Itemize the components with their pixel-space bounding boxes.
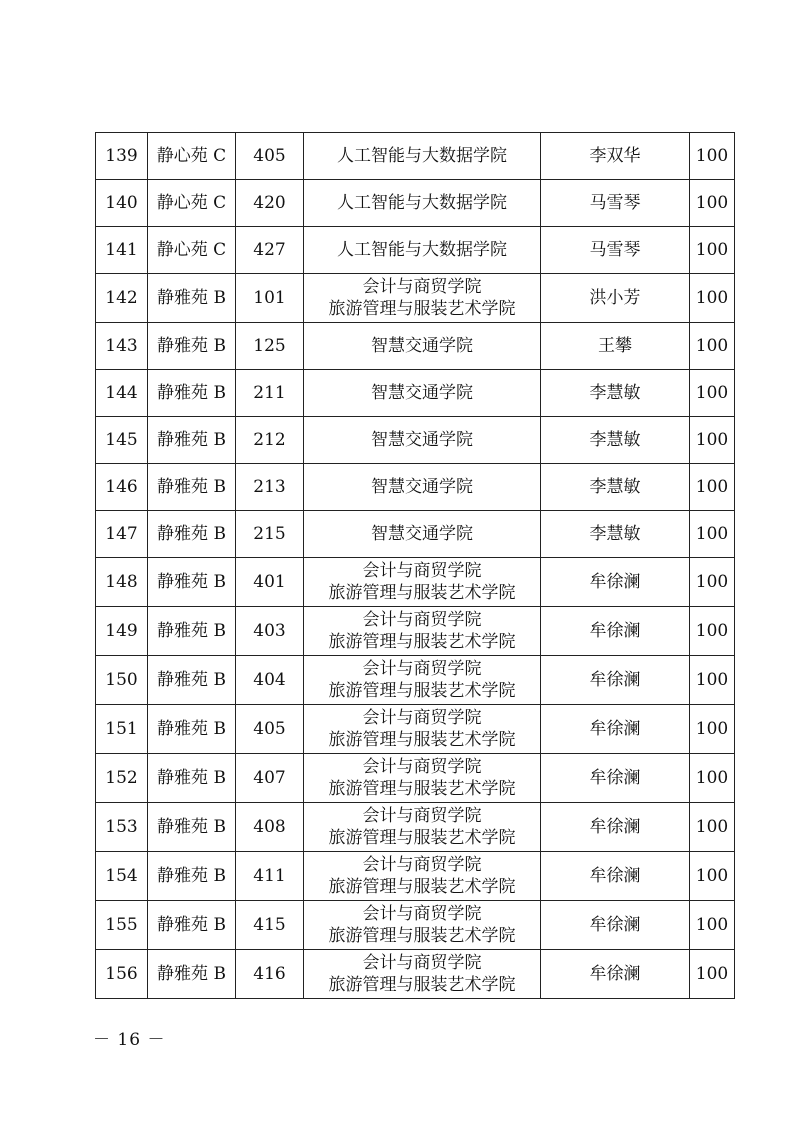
table-row <box>96 950 735 999</box>
table-row <box>96 464 735 511</box>
table-row <box>96 417 735 464</box>
cell-room-number: 125 <box>236 323 304 370</box>
cell-building: 静雅苑 B <box>148 558 236 607</box>
cell-building: 静雅苑 B <box>148 852 236 901</box>
table-row <box>96 511 735 558</box>
cell-responsible-person: 牟徐澜 <box>541 901 690 950</box>
table-row <box>96 656 735 705</box>
cell-score: 100 <box>690 370 735 417</box>
cell-room-number: 420 <box>236 180 304 227</box>
college-name: 智慧交通学院 <box>371 477 473 497</box>
cell-score: 100 <box>690 180 735 227</box>
college-name: 智慧交通学院 <box>371 383 473 403</box>
college-name: 会计与商贸学院 <box>362 904 482 924</box>
cell-building: 静雅苑 B <box>148 417 236 464</box>
table-row <box>96 705 735 754</box>
college-name: 人工智能与大数据学院 <box>337 240 507 260</box>
college-name: 旅游管理与服装艺术学院 <box>328 299 516 319</box>
cell-score: 100 <box>690 852 735 901</box>
cell-building: 静雅苑 B <box>148 950 236 999</box>
cell-serial-number: 142 <box>96 274 148 323</box>
college-name: 会计与商贸学院 <box>362 561 482 581</box>
cell-college <box>304 803 541 852</box>
cell-serial-number: 148 <box>96 558 148 607</box>
cell-college <box>304 464 541 511</box>
cell-room-number: 408 <box>236 803 304 852</box>
cell-serial-number: 152 <box>96 754 148 803</box>
cell-serial-number: 139 <box>96 133 148 180</box>
cell-college <box>304 274 541 323</box>
table-row <box>96 852 735 901</box>
cell-room-number: 404 <box>236 656 304 705</box>
cell-score: 100 <box>690 227 735 274</box>
cell-room-number: 211 <box>236 370 304 417</box>
table-row <box>96 274 735 323</box>
cell-room-number: 215 <box>236 511 304 558</box>
cell-serial-number: 150 <box>96 656 148 705</box>
table-row <box>96 370 735 417</box>
college-name: 旅游管理与服装艺术学院 <box>328 632 516 652</box>
cell-building: 静雅苑 B <box>148 754 236 803</box>
college-name: 会计与商贸学院 <box>362 708 482 728</box>
college-name: 旅游管理与服装艺术学院 <box>328 681 516 701</box>
cell-score: 100 <box>690 656 735 705</box>
cell-responsible-person: 牟徐澜 <box>541 852 690 901</box>
cell-score: 100 <box>690 133 735 180</box>
cell-serial-number: 147 <box>96 511 148 558</box>
cell-score: 100 <box>690 417 735 464</box>
college-name: 人工智能与大数据学院 <box>337 193 507 213</box>
cell-college <box>304 656 541 705</box>
cell-college <box>304 180 541 227</box>
cell-college <box>304 607 541 656</box>
cell-building: 静心苑 C <box>148 133 236 180</box>
cell-college <box>304 511 541 558</box>
cell-room-number: 405 <box>236 133 304 180</box>
cell-serial-number: 155 <box>96 901 148 950</box>
cell-building: 静雅苑 B <box>148 511 236 558</box>
college-name: 会计与商贸学院 <box>362 806 482 826</box>
cell-score: 100 <box>690 607 735 656</box>
cell-responsible-person: 王攀 <box>541 323 690 370</box>
cell-room-number: 416 <box>236 950 304 999</box>
cell-responsible-person: 马雪琴 <box>541 180 690 227</box>
table-row <box>96 180 735 227</box>
cell-responsible-person: 牟徐澜 <box>541 705 690 754</box>
table-row <box>96 607 735 656</box>
cell-college <box>304 417 541 464</box>
cell-building: 静雅苑 B <box>148 803 236 852</box>
table-row <box>96 754 735 803</box>
cell-building: 静雅苑 B <box>148 705 236 754</box>
cell-responsible-person: 牟徐澜 <box>541 950 690 999</box>
cell-responsible-person: 洪小芳 <box>541 274 690 323</box>
college-name: 旅游管理与服装艺术学院 <box>328 975 516 995</box>
cell-room-number: 401 <box>236 558 304 607</box>
college-name: 会计与商贸学院 <box>362 757 482 777</box>
college-name: 旅游管理与服装艺术学院 <box>328 730 516 750</box>
cell-college <box>304 133 541 180</box>
cell-serial-number: 156 <box>96 950 148 999</box>
cell-score: 100 <box>690 803 735 852</box>
cell-score: 100 <box>690 274 735 323</box>
cell-serial-number: 144 <box>96 370 148 417</box>
cell-serial-number: 154 <box>96 852 148 901</box>
cell-building: 静雅苑 B <box>148 464 236 511</box>
college-name: 会计与商贸学院 <box>362 659 482 679</box>
cell-college <box>304 323 541 370</box>
cell-building: 静雅苑 B <box>148 607 236 656</box>
cell-room-number: 212 <box>236 417 304 464</box>
cell-responsible-person: 李慧敏 <box>541 370 690 417</box>
table-row <box>96 133 735 180</box>
cell-serial-number: 146 <box>96 464 148 511</box>
cell-room-number: 427 <box>236 227 304 274</box>
cell-college <box>304 901 541 950</box>
page-number: － 16 － <box>93 1030 166 1050</box>
cell-score: 100 <box>690 754 735 803</box>
cell-score: 100 <box>690 323 735 370</box>
cell-serial-number: 141 <box>96 227 148 274</box>
cell-room-number: 405 <box>236 705 304 754</box>
cell-responsible-person: 李慧敏 <box>541 417 690 464</box>
cell-room-number: 101 <box>236 274 304 323</box>
cell-building: 静雅苑 B <box>148 370 236 417</box>
cell-responsible-person: 牟徐澜 <box>541 607 690 656</box>
cell-room-number: 415 <box>236 901 304 950</box>
cell-score: 100 <box>690 464 735 511</box>
cell-serial-number: 143 <box>96 323 148 370</box>
cell-building: 静心苑 C <box>148 180 236 227</box>
college-name: 旅游管理与服装艺术学院 <box>328 779 516 799</box>
cell-college <box>304 754 541 803</box>
cell-building: 静雅苑 B <box>148 656 236 705</box>
college-name: 旅游管理与服装艺术学院 <box>328 583 516 603</box>
cell-college <box>304 852 541 901</box>
table-row <box>96 558 735 607</box>
cell-score: 100 <box>690 901 735 950</box>
college-name: 智慧交通学院 <box>371 336 473 356</box>
table-row <box>96 901 735 950</box>
cell-serial-number: 149 <box>96 607 148 656</box>
cell-college <box>304 227 541 274</box>
cell-college <box>304 705 541 754</box>
cell-college <box>304 558 541 607</box>
cell-score: 100 <box>690 511 735 558</box>
cell-room-number: 403 <box>236 607 304 656</box>
cell-college <box>304 370 541 417</box>
cell-score: 100 <box>690 705 735 754</box>
cell-score: 100 <box>690 950 735 999</box>
table-row <box>96 323 735 370</box>
cell-room-number: 213 <box>236 464 304 511</box>
college-name: 会计与商贸学院 <box>362 953 482 973</box>
cell-responsible-person: 马雪琴 <box>541 227 690 274</box>
cell-responsible-person: 牟徐澜 <box>541 754 690 803</box>
cell-building: 静雅苑 B <box>148 323 236 370</box>
cell-building: 静雅苑 B <box>148 901 236 950</box>
cell-serial-number: 145 <box>96 417 148 464</box>
cell-room-number: 407 <box>236 754 304 803</box>
college-name: 旅游管理与服装艺术学院 <box>328 926 516 946</box>
dormitory-score-table <box>95 132 735 999</box>
cell-score: 100 <box>690 558 735 607</box>
table-body <box>96 133 735 999</box>
cell-room-number: 411 <box>236 852 304 901</box>
college-name: 人工智能与大数据学院 <box>337 146 507 166</box>
college-name: 旅游管理与服装艺术学院 <box>328 828 516 848</box>
cell-serial-number: 151 <box>96 705 148 754</box>
college-name: 旅游管理与服装艺术学院 <box>328 877 516 897</box>
college-name: 会计与商贸学院 <box>362 277 482 297</box>
cell-responsible-person: 牟徐澜 <box>541 656 690 705</box>
cell-responsible-person: 李双华 <box>541 133 690 180</box>
college-name: 会计与商贸学院 <box>362 610 482 630</box>
cell-serial-number: 153 <box>96 803 148 852</box>
college-name: 智慧交通学院 <box>371 524 473 544</box>
cell-responsible-person: 牟徐澜 <box>541 803 690 852</box>
cell-building: 静雅苑 B <box>148 274 236 323</box>
cell-college <box>304 950 541 999</box>
cell-responsible-person: 李慧敏 <box>541 464 690 511</box>
table-row <box>96 227 735 274</box>
cell-responsible-person: 李慧敏 <box>541 511 690 558</box>
cell-serial-number: 140 <box>96 180 148 227</box>
table-row <box>96 803 735 852</box>
college-name: 智慧交通学院 <box>371 430 473 450</box>
cell-building: 静心苑 C <box>148 227 236 274</box>
cell-responsible-person: 牟徐澜 <box>541 558 690 607</box>
college-name: 会计与商贸学院 <box>362 855 482 875</box>
